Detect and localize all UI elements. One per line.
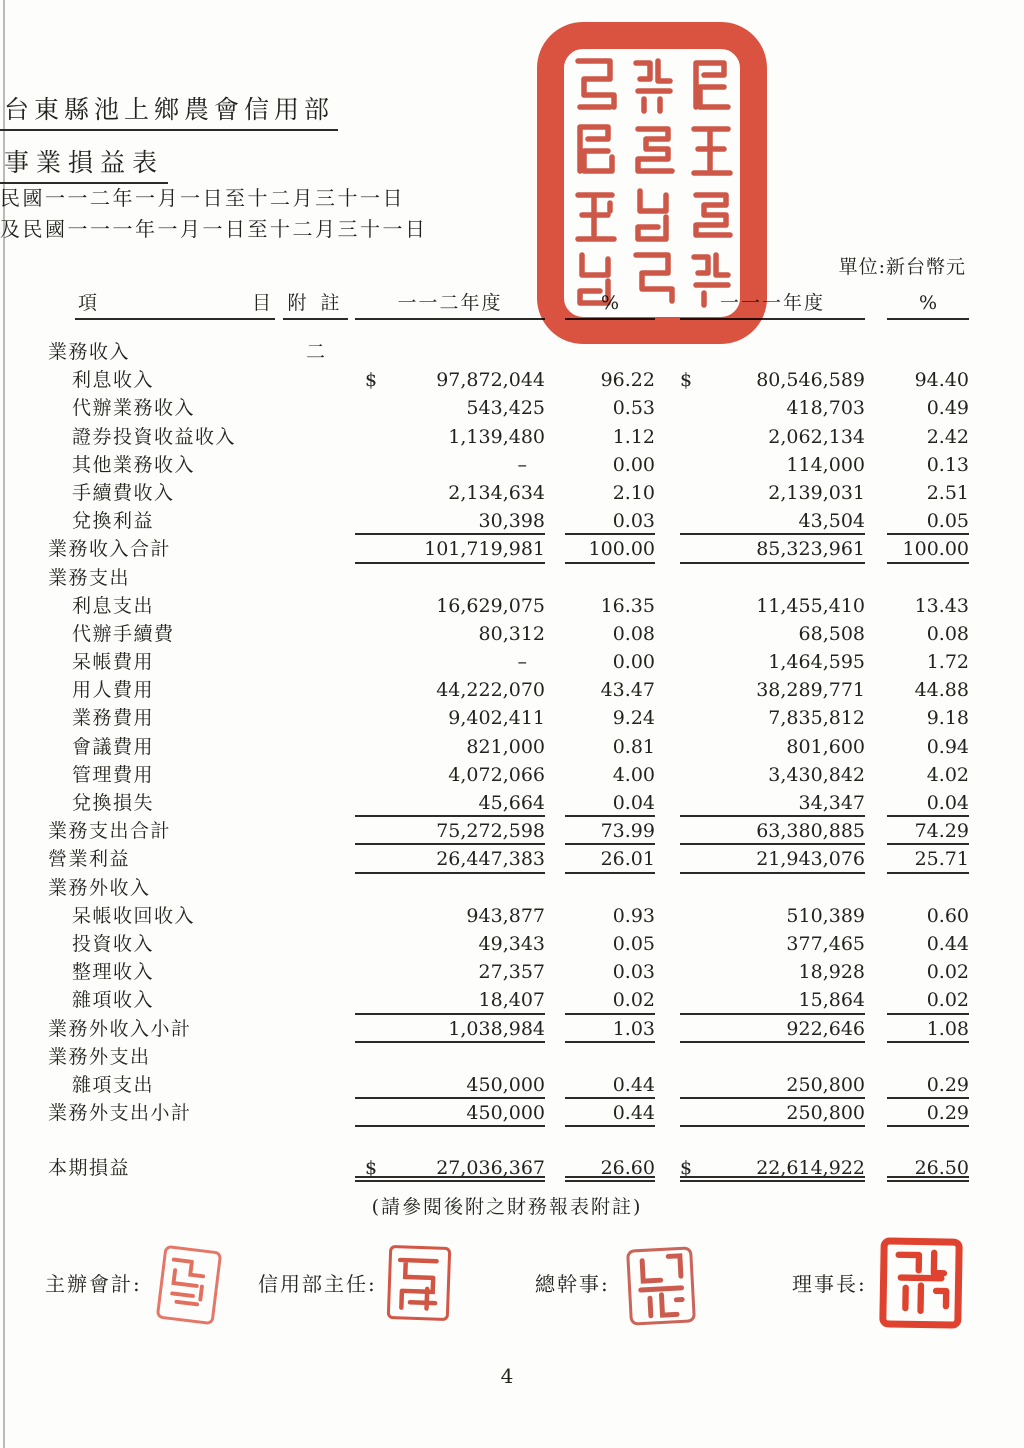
table-row — [45, 507, 985, 535]
row-amount-111: 15,864 — [680, 986, 865, 1014]
row-percent-112: 0.44 — [565, 1099, 655, 1127]
row-percent-111: 0.49 — [926, 397, 969, 420]
row-note — [283, 902, 348, 930]
row-note — [283, 507, 348, 535]
row-percent-112: 0.03 — [612, 961, 655, 984]
row-amount-111: 114,000 — [786, 453, 865, 476]
row-percent-111 — [887, 564, 969, 592]
row-note — [283, 1099, 348, 1127]
table-row — [45, 761, 985, 789]
row-amount-111 — [680, 564, 865, 592]
table-row — [45, 845, 985, 873]
row-amount-112: 30,398 — [355, 507, 545, 535]
currency-symbol: $ — [680, 1157, 693, 1180]
column-header-percent-112: % — [565, 288, 655, 320]
row-percent-111: 13.43 — [914, 594, 969, 617]
column-header-item-right: 目 — [251, 292, 272, 314]
row-amount-111: 38,289,771 — [756, 679, 865, 702]
row-amount-111: 510,389 — [786, 904, 865, 927]
row-note — [283, 423, 348, 451]
table-row — [45, 817, 985, 845]
column-header-item — [75, 288, 275, 320]
row-percent-111: 0.08 — [926, 622, 969, 645]
row-amount-111: 418,703 — [786, 397, 865, 420]
table-row — [45, 1099, 985, 1127]
row-amount-111: 11,455,410 — [756, 594, 865, 617]
row-percent-111: 0.29 — [887, 1071, 969, 1099]
row-item-label: 雜項收入 — [72, 989, 155, 1012]
row-amount-112: $ 27,036,367 — [355, 1154, 545, 1182]
organization-title — [0, 90, 1024, 131]
row-amount-112: 943,877 — [466, 904, 545, 927]
row-percent-112: 0.00 — [612, 651, 655, 674]
official-organization-seal-stamp — [537, 22, 767, 344]
period-line-112: 民國一一二年一月一日至十二月三十一日 — [0, 186, 405, 210]
row-amount-112: 45,664 — [355, 789, 545, 817]
row-note — [283, 958, 348, 986]
row-amount-111: 43,504 — [680, 507, 865, 535]
row-percent-111 — [887, 874, 969, 902]
table-row — [45, 423, 985, 451]
row-percent-111: 9.18 — [926, 707, 969, 730]
row-percent-111: 0.13 — [926, 453, 969, 476]
row-percent-111: 0.60 — [926, 904, 969, 927]
row-amount-111 — [680, 874, 865, 902]
row-percent-111: 100.00 — [887, 535, 969, 563]
currency-symbol: $ — [365, 369, 378, 392]
seal-glyph-pattern — [390, 1248, 448, 1318]
report-title — [0, 143, 1024, 184]
seal-glyph-pattern — [629, 1249, 693, 1322]
row-amount-112 — [355, 338, 545, 366]
row-note — [283, 986, 348, 1014]
row-percent-112: 26.01 — [565, 845, 655, 873]
row-item-label: 營業利益 — [48, 848, 131, 871]
row-amount-111: 21,943,076 — [680, 845, 865, 873]
row-percent-112: 9.24 — [612, 707, 655, 730]
row-amount-112 — [355, 1043, 545, 1071]
row-amount-112: 543,425 — [466, 397, 545, 420]
credit-dept-director-seal-stamp — [387, 1245, 452, 1321]
row-note — [283, 394, 348, 422]
row-item-label: 其他業務收入 — [72, 453, 196, 476]
row-percent-112: 1.12 — [612, 425, 655, 448]
row-amount-112: – — [517, 453, 527, 476]
chief-accountant-seal-stamp — [156, 1245, 223, 1326]
row-amount-111: 85,323,961 — [680, 535, 865, 563]
row-amount-112: 1,038,984 — [355, 1015, 545, 1043]
seal-glyph-pattern — [159, 1248, 219, 1322]
table-row — [45, 451, 985, 479]
signature-label-general-manager: 總幹事: — [535, 1272, 610, 1296]
period-line-111: 及民國一一一年一月一日至十二月三十一日 — [0, 217, 428, 241]
row-percent-111: 0.05 — [887, 507, 969, 535]
table-row — [45, 930, 985, 958]
row-percent-111: 0.02 — [926, 961, 969, 984]
table-row — [45, 564, 985, 592]
table-row — [45, 874, 985, 902]
row-note: 二 — [305, 341, 325, 363]
row-amount-112: 16,629,075 — [436, 594, 545, 617]
row-percent-112 — [565, 1043, 655, 1071]
row-note — [283, 817, 348, 845]
table-row — [45, 620, 985, 648]
row-percent-111: 0.02 — [887, 986, 969, 1014]
table-row — [45, 733, 985, 761]
row-item-label: 兌換損失 — [72, 792, 155, 814]
row-note — [283, 479, 348, 507]
row-amount-111 — [680, 1043, 865, 1071]
row-amount-112: 75,272,598 — [355, 817, 545, 845]
row-item-label: 本期損益 — [48, 1157, 131, 1180]
row-amount-112: 2,134,634 — [448, 481, 545, 504]
row-note — [283, 676, 348, 704]
currency-unit-label: 單位:新台幣元 — [838, 256, 966, 278]
row-item-label: 業務外支出 — [48, 1045, 151, 1068]
row-amount-112: 101,719,981 — [355, 535, 545, 563]
row-percent-112: 0.04 — [565, 789, 655, 817]
row-note — [283, 1043, 348, 1071]
signature-label-chairman: 理事長: — [792, 1272, 867, 1296]
row-amount-111: 2,139,031 — [768, 481, 865, 504]
row-amount-111: $ 22,614,922 — [680, 1154, 865, 1182]
row-percent-112: 26.60 — [565, 1154, 655, 1182]
row-amount-112: 26,447,383 — [355, 845, 545, 873]
row-amount-112: 80,312 — [478, 622, 545, 645]
row-note — [283, 564, 348, 592]
row-percent-111: 4.02 — [926, 763, 969, 786]
table-row — [45, 1154, 985, 1182]
row-note — [283, 845, 348, 873]
row-item-label: 用人費用 — [72, 679, 155, 702]
table-row — [45, 535, 985, 563]
table-row — [45, 1071, 985, 1099]
table-spacer-row — [45, 1127, 985, 1154]
row-amount-112: $ 97,872,044 — [355, 366, 545, 394]
row-item-label: 手續費收入 — [72, 481, 175, 504]
row-item-label: 業務外支出小計 — [48, 1102, 192, 1125]
table-body — [45, 338, 985, 1182]
row-amount-112: 821,000 — [466, 735, 545, 758]
row-percent-112: 0.93 — [612, 904, 655, 927]
row-note — [283, 451, 348, 479]
row-percent-112: 0.02 — [565, 986, 655, 1014]
currency-symbol: $ — [365, 1157, 378, 1180]
row-amount-111: 3,430,842 — [768, 763, 865, 786]
row-item-label: 業務外收入小計 — [48, 1017, 192, 1040]
table-row — [45, 394, 985, 422]
column-header-year-111: 一一一年度 — [680, 288, 865, 320]
row-amount-112: 27,357 — [478, 961, 545, 984]
row-amount-111: $ 80,546,589 — [680, 366, 865, 394]
row-amount-112 — [355, 874, 545, 902]
row-item-label: 利息支出 — [72, 594, 155, 617]
financial-notes-reference: (請參閱後附之財務報表附註) — [371, 1196, 643, 1218]
row-amount-112: 49,343 — [478, 932, 545, 955]
row-amount-111: 7,835,812 — [768, 707, 865, 730]
row-percent-112: 96.22 — [600, 369, 655, 392]
row-note — [283, 874, 348, 902]
row-percent-112: 73.99 — [565, 817, 655, 845]
row-percent-112: 0.08 — [612, 622, 655, 645]
general-manager-seal-stamp — [626, 1246, 696, 1325]
row-note — [283, 789, 348, 817]
row-percent-111 — [887, 1043, 969, 1071]
table-row — [45, 676, 985, 704]
table-row — [45, 1043, 985, 1071]
row-note — [283, 1015, 348, 1043]
row-percent-112 — [565, 874, 655, 902]
row-amount-112: – — [517, 651, 527, 674]
page-number: 4 — [500, 1364, 514, 1388]
row-amount-111: 922,646 — [680, 1015, 865, 1043]
row-note — [283, 704, 348, 732]
row-amount-112 — [355, 564, 545, 592]
table-row — [45, 986, 985, 1014]
row-percent-112: 0.03 — [565, 507, 655, 535]
row-amount-112: 450,000 — [355, 1071, 545, 1099]
row-percent-111: 94.40 — [914, 369, 969, 392]
row-percent-111: 0.94 — [926, 735, 969, 758]
row-amount-112: 450,000 — [355, 1099, 545, 1127]
table-row — [45, 479, 985, 507]
row-percent-112: 1.03 — [565, 1015, 655, 1043]
row-note — [283, 592, 348, 620]
table-row — [45, 902, 985, 930]
row-percent-112: 43.47 — [600, 679, 655, 702]
column-header-note: 附 註 — [283, 288, 348, 320]
row-item-label: 業務支出 — [48, 566, 131, 589]
row-item-label: 代辦業務收入 — [72, 397, 196, 420]
row-percent-111: 1.72 — [926, 651, 969, 674]
row-amount-111: 34,347 — [680, 789, 865, 817]
row-percent-111: 0.29 — [887, 1099, 969, 1127]
report-title-text: 事業損益表 — [0, 143, 168, 184]
row-percent-111 — [887, 338, 969, 366]
row-amount-111: 250,800 — [680, 1071, 865, 1099]
row-amount-111: 63,380,885 — [680, 817, 865, 845]
row-amount-112: 1,139,480 — [448, 425, 545, 448]
currency-symbol: $ — [680, 369, 693, 392]
row-amount-112: 18,407 — [355, 986, 545, 1014]
row-percent-111: 25.71 — [887, 845, 969, 873]
table-row — [45, 338, 985, 366]
row-item-label: 兌換利益 — [72, 510, 155, 533]
row-amount-111: 18,928 — [798, 961, 865, 984]
table-row — [45, 958, 985, 986]
row-item-label: 投資收入 — [72, 932, 155, 955]
row-note — [283, 366, 348, 394]
row-note — [283, 733, 348, 761]
row-item-label: 整理收入 — [72, 961, 155, 984]
row-percent-112: 0.81 — [612, 735, 655, 758]
row-amount-111: 68,508 — [798, 622, 865, 645]
row-percent-111: 2.42 — [926, 425, 969, 448]
row-amount-112: 44,222,070 — [436, 679, 545, 702]
row-item-label: 會議費用 — [72, 735, 155, 758]
table-row — [45, 592, 985, 620]
row-item-label: 雜項支出 — [72, 1073, 155, 1096]
row-percent-112: 0.05 — [612, 932, 655, 955]
row-amount-111: 1,464,595 — [768, 651, 865, 674]
seal-glyph-pattern — [886, 1244, 955, 1321]
row-percent-111: 0.04 — [887, 789, 969, 817]
organization-title-text: 台東縣池上鄉農會信用部 — [0, 90, 338, 131]
row-item-label: 呆帳收回收入 — [72, 904, 196, 927]
row-percent-111: 2.51 — [926, 481, 969, 504]
row-item-label: 呆帳費用 — [72, 651, 155, 674]
table-header-row — [45, 288, 985, 320]
row-item-label: 業務收入 — [48, 341, 131, 363]
row-amount-112: 4,072,066 — [448, 763, 545, 786]
row-item-label: 管理費用 — [72, 763, 155, 786]
row-percent-111: 0.44 — [926, 932, 969, 955]
row-amount-111: 801,600 — [786, 735, 865, 758]
row-note — [283, 535, 348, 563]
row-item-label: 業務收入合計 — [48, 538, 172, 561]
seal-script-pattern — [564, 49, 740, 317]
row-percent-112: 16.35 — [600, 594, 655, 617]
row-note — [283, 620, 348, 648]
row-note — [283, 1154, 348, 1182]
row-note — [283, 761, 348, 789]
row-amount-111: 2,062,134 — [768, 425, 865, 448]
row-item-label: 業務外收入 — [48, 876, 151, 899]
row-note — [283, 930, 348, 958]
row-percent-112: 4.00 — [612, 763, 655, 786]
row-note — [283, 1071, 348, 1099]
row-item-label: 代辦手續費 — [72, 622, 175, 645]
row-item-label: 業務支出合計 — [48, 820, 172, 843]
column-header-year-112: 一一二年度 — [355, 288, 545, 320]
income-statement-table — [45, 288, 985, 1182]
column-header-percent-111: % — [887, 288, 969, 320]
row-item-label: 利息收入 — [72, 369, 155, 392]
chairman-seal-stamp — [879, 1237, 963, 1328]
signature-label-chief-accountant: 主辦會計: — [45, 1272, 142, 1296]
row-note — [283, 648, 348, 676]
row-percent-111: 74.29 — [887, 817, 969, 845]
row-percent-111: 26.50 — [887, 1154, 969, 1182]
column-header-item-left: 項 — [78, 292, 99, 314]
row-percent-112 — [565, 564, 655, 592]
row-percent-112: 2.10 — [612, 481, 655, 504]
row-percent-112: 0.53 — [612, 397, 655, 420]
row-amount-111: 250,800 — [680, 1099, 865, 1127]
signature-label-credit-dept-director: 信用部主任: — [258, 1272, 377, 1296]
table-row — [45, 366, 985, 394]
row-percent-111: 44.88 — [914, 679, 969, 702]
table-row — [45, 704, 985, 732]
row-percent-112: 100.00 — [565, 535, 655, 563]
row-item-label: 業務費用 — [72, 707, 155, 730]
row-amount-112: 9,402,411 — [448, 707, 545, 730]
table-row — [45, 648, 985, 676]
row-percent-112: 0.00 — [612, 453, 655, 476]
row-amount-111: 377,465 — [786, 932, 865, 955]
row-percent-112: 0.44 — [565, 1071, 655, 1099]
table-row — [45, 1015, 985, 1043]
row-item-label: 證券投資收益收入 — [72, 425, 237, 448]
row-percent-111: 1.08 — [887, 1015, 969, 1043]
table-row — [45, 789, 985, 817]
